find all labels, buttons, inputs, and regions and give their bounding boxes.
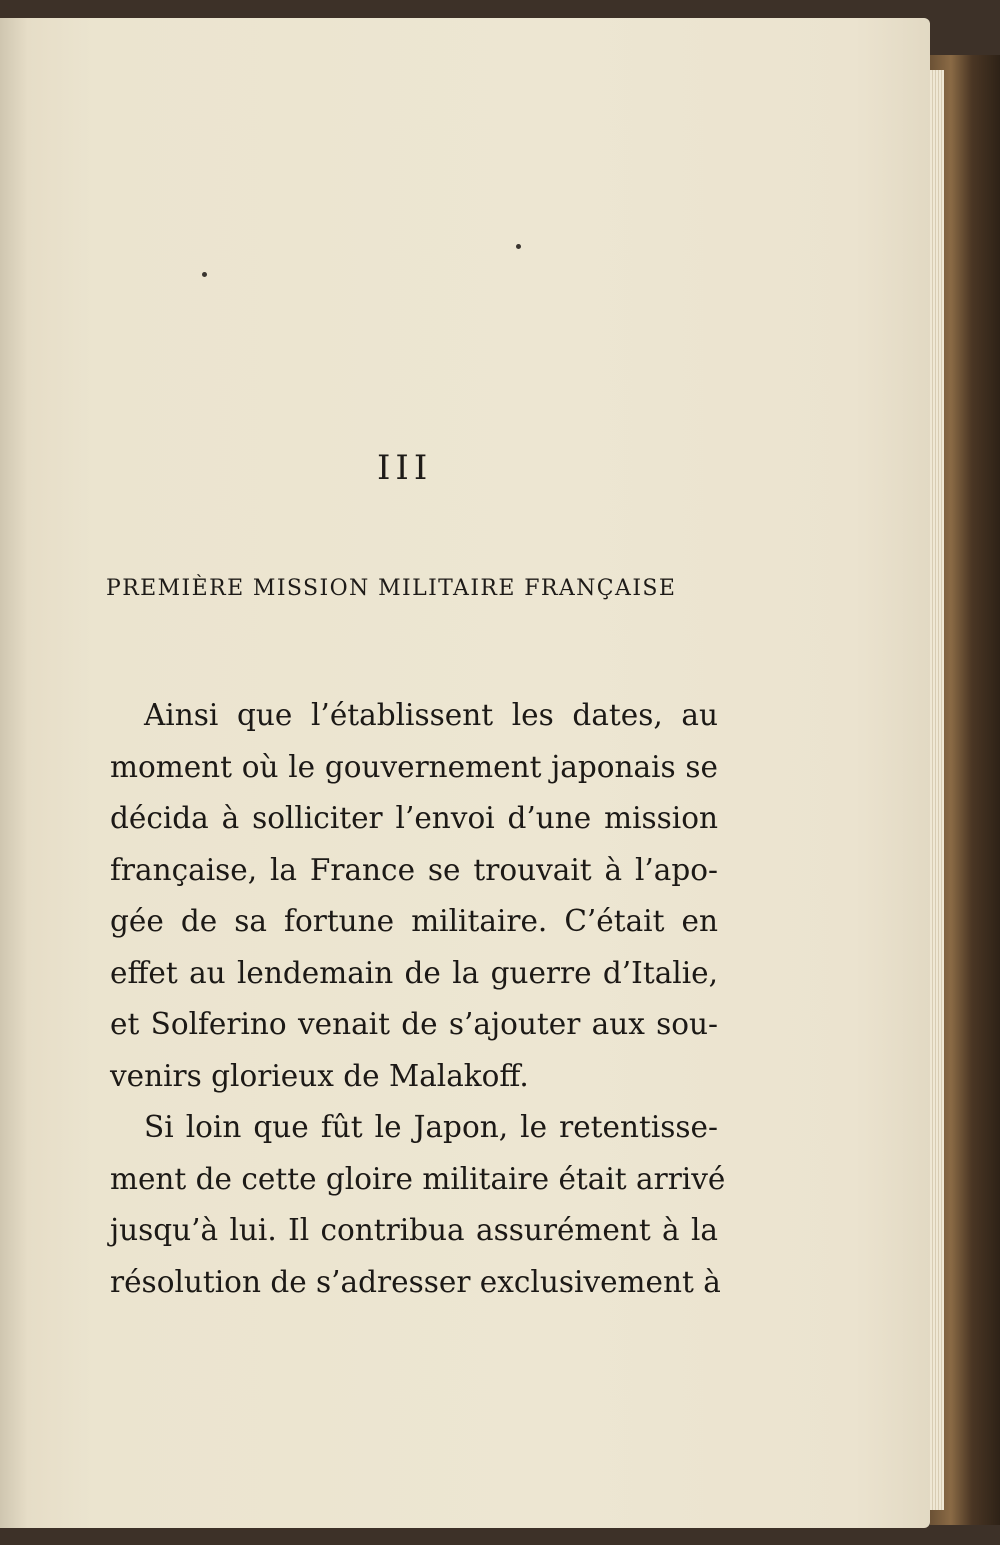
text-line: effet au lendemain de la guerre d’Italie, (110, 955, 718, 990)
text-line: venirs glorieux de Malakoff. (110, 1058, 529, 1093)
paragraph (110, 1102, 726, 1308)
paragraph (110, 690, 718, 1102)
text-line: décida à solliciter l’envoi d’une mission (110, 801, 718, 835)
chapter-body (110, 690, 726, 1308)
ink-speck (516, 244, 521, 249)
text-line: jusqu’à lui. Il contribua assurément à la (110, 1213, 718, 1247)
text-line: et Solferino venait de s’ajouter aux sou- (110, 1007, 718, 1041)
text-line: Si loin que fût le Japon, le retentisse- (144, 1110, 718, 1144)
text-line: gée de sa fortune militaire. C’était en (110, 904, 718, 938)
text-line: française, la France se trouvait à l’apo- (110, 852, 718, 887)
ink-speck (202, 272, 207, 277)
text-line: résolution de s’adresser exclusivement à (110, 1264, 721, 1299)
text-line: ment de cette gloire militaire était arrivé (110, 1161, 726, 1196)
chapter-number: III (377, 448, 433, 488)
text-line: Ainsi que l’établissent les dates, au (144, 698, 718, 732)
chapter-title: PREMIÈRE MISSION MILITAIRE FRANÇAISE (106, 576, 677, 601)
text-line: moment où le gouvernement japonais se (110, 749, 718, 784)
